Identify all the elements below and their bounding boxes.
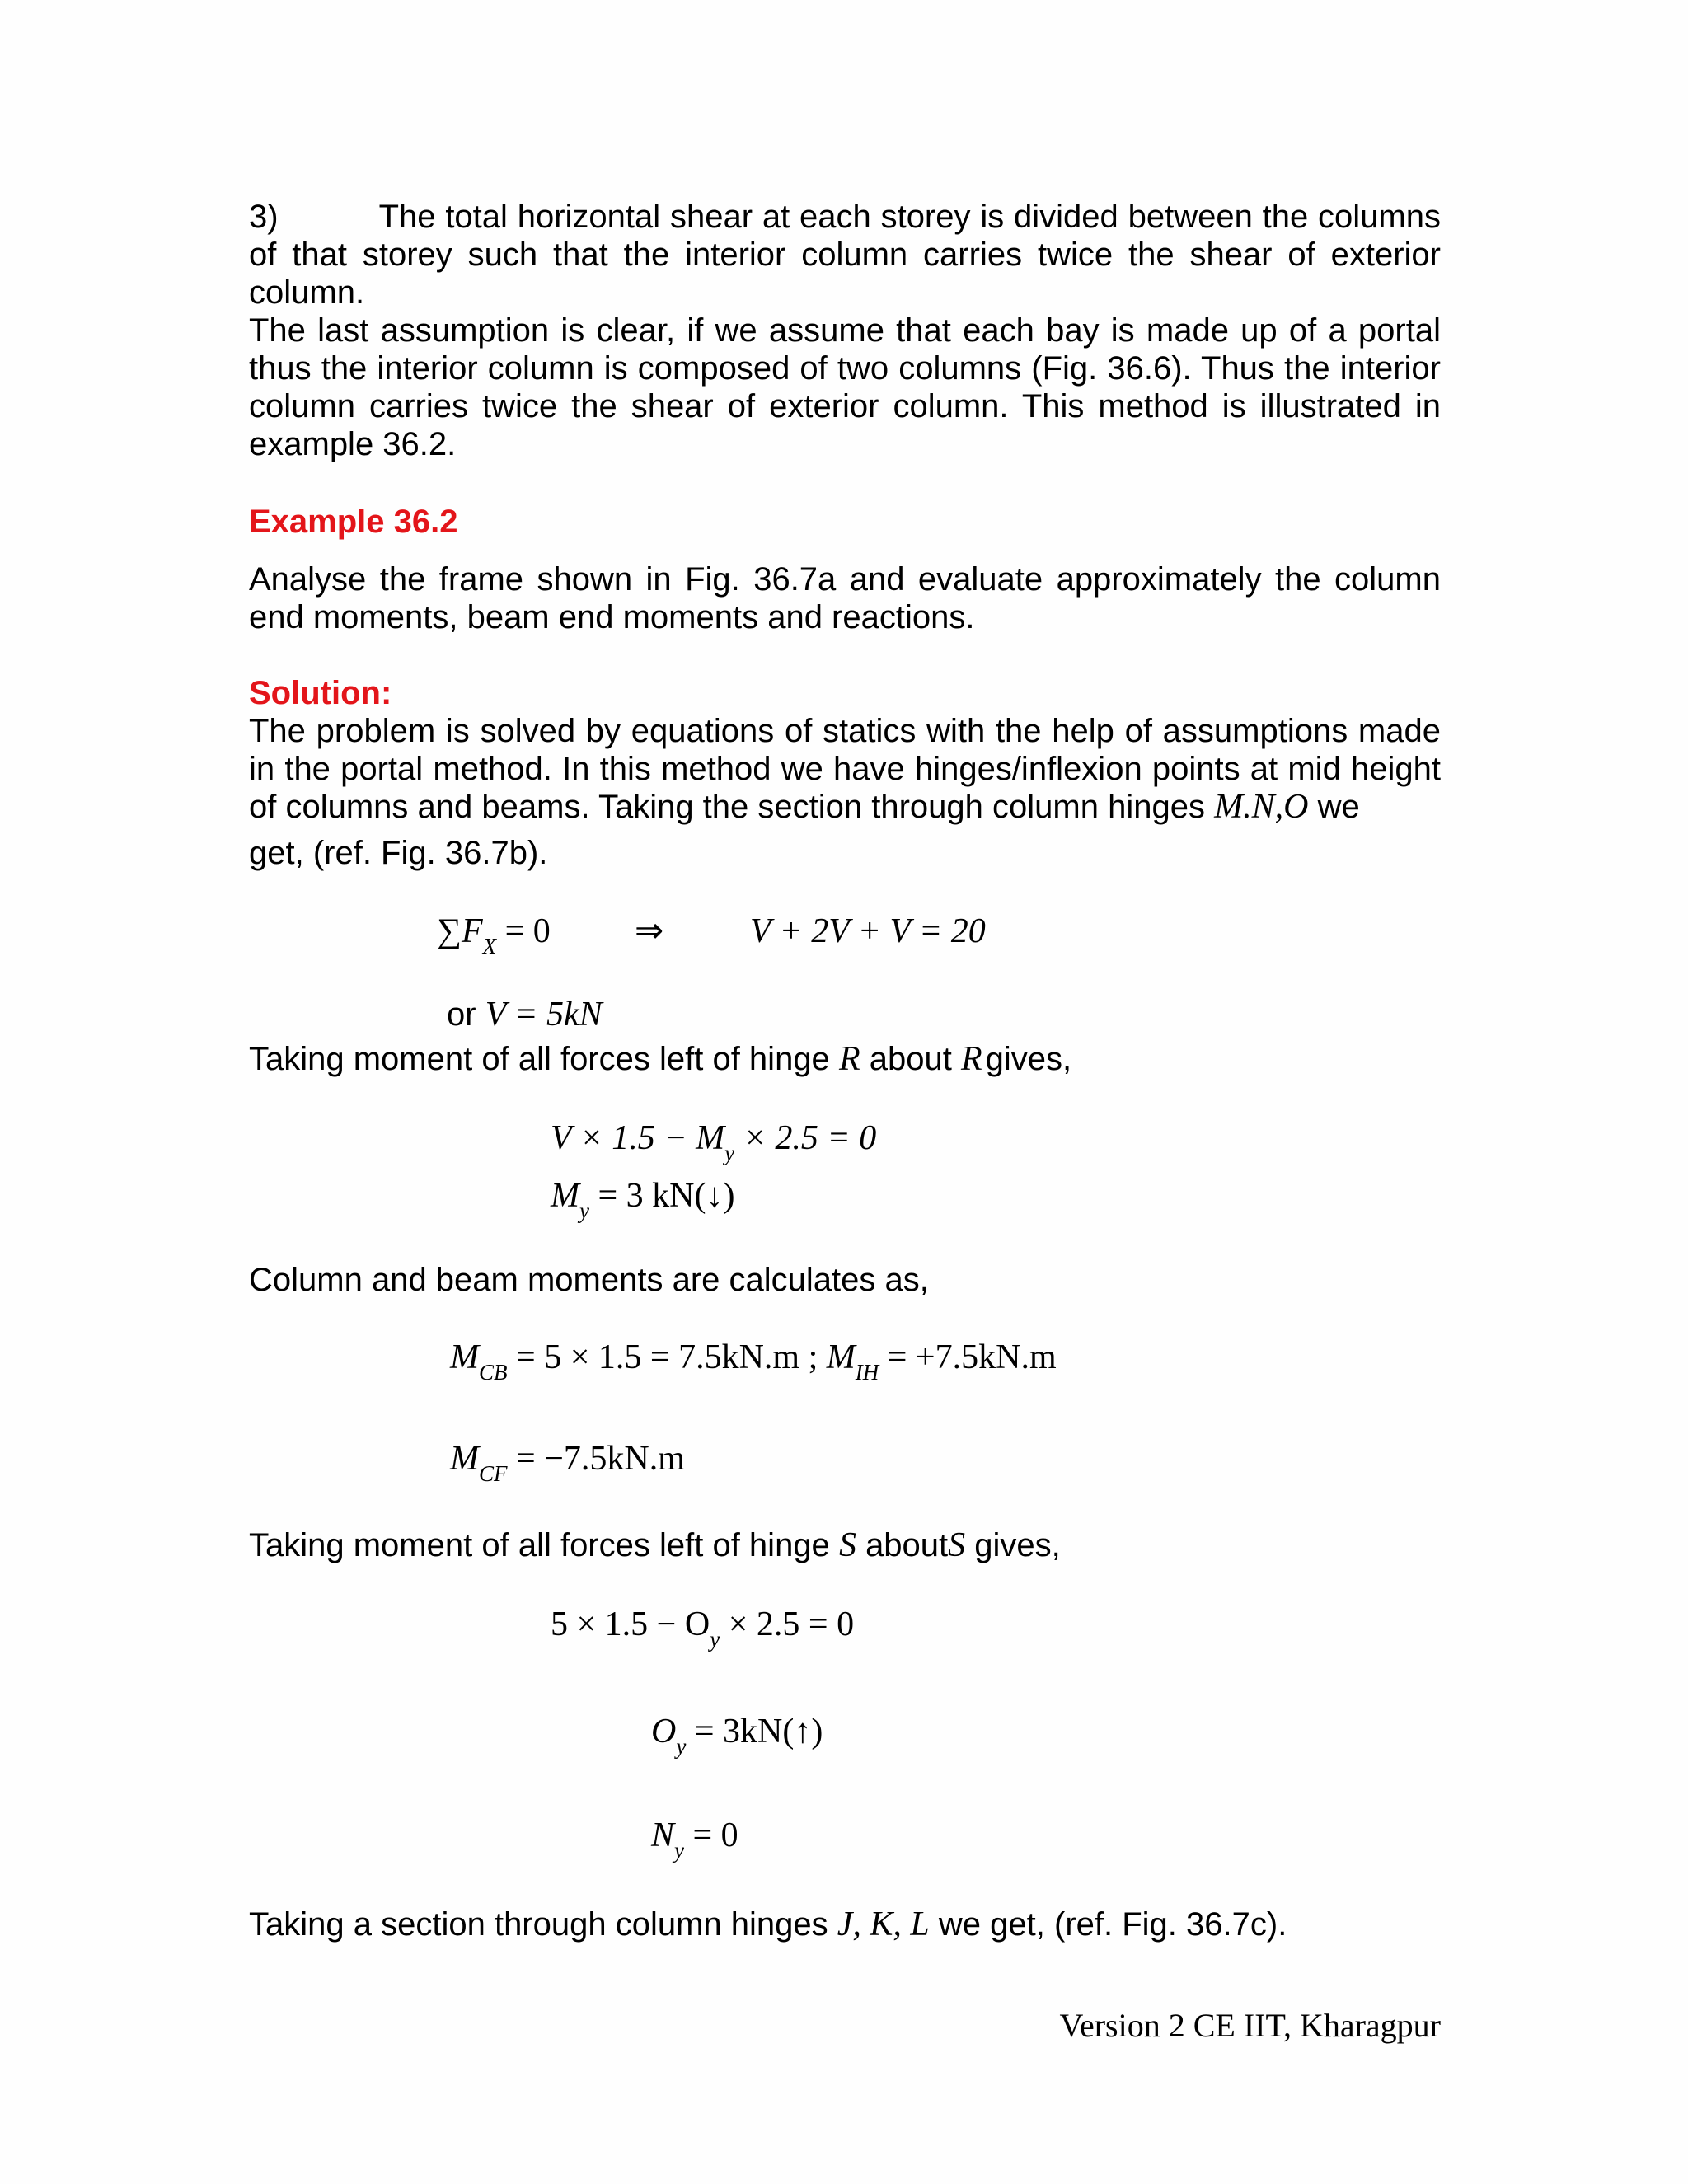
hinge-r-2: R xyxy=(960,1040,982,1078)
eq-mih-rest: = +7.5kN.m xyxy=(887,1338,1057,1376)
moment-s-text1: Taking moment of all forces left of hinge xyxy=(249,1527,830,1563)
hinge-vars-mno: M.N,O xyxy=(1214,788,1309,826)
eq-mcb-rest: = 5 × 1.5 = 7.5kN.m ; xyxy=(516,1338,818,1376)
eq-ny-symbol: N xyxy=(651,1816,675,1854)
example-text: Analyse the frame shown in Fig. 36.7a and evaluate approximately the column end moments, beam end moments and reactions. xyxy=(249,561,1441,635)
moment-r-text3: gives, xyxy=(985,1041,1072,1077)
hinge-r: R xyxy=(838,1040,860,1078)
column-beam-moments-line: Column and beam moments are calculates as, xyxy=(249,1262,929,1298)
solution-line-last: get, (ref. Fig. 36.7b). xyxy=(249,835,548,871)
equation-oy-1: $5 \times 1.5 - O_y \times 2.5 = 0$ xyxy=(551,1605,855,1652)
moment-s-text3: gives, xyxy=(974,1527,1061,1563)
example-heading: Example 36.2 xyxy=(249,504,458,540)
eq-v-expr: V = 5kN xyxy=(485,996,603,1033)
implies-arrow: ⇒ xyxy=(635,912,664,950)
eq-mcf-sub: CF xyxy=(479,1461,508,1486)
section-jkl-line xyxy=(249,1905,1287,1943)
eq-sum-fx-lhs: ∑F xyxy=(437,912,483,950)
assumption-number: 3) xyxy=(249,199,279,235)
moment-about-r-line xyxy=(249,1040,1071,1078)
eq-v-prefix: or xyxy=(447,996,476,1033)
eq-oy2-rest: = 3kN(↑) xyxy=(694,1713,823,1750)
moment-about-s-line xyxy=(249,1526,1061,1564)
equation-mcb-mih xyxy=(450,1337,1057,1385)
section-jkl-text2: we get, (ref. Fig. 36.7c). xyxy=(938,1906,1287,1943)
hinge-vars-jkl: J, K, L xyxy=(837,1905,930,1943)
eq-my1-lhs: V × 1.5 − M xyxy=(551,1119,725,1157)
page-footer: Version 2 CE IIT, Kharagpur xyxy=(1059,2007,1441,2044)
equation-sum-fx xyxy=(437,911,551,958)
solution-heading: Solution: xyxy=(249,675,392,711)
eq-mcb-sub: CB xyxy=(479,1360,508,1385)
explanation-paragraph: The last assumption is clear, if we assume that each bay is made up of a portal thus the interior column is composed of two columns (Fig. 36.6). Thus the interior column carries twice the shear of exterior column. This method is illustrated in example 36.2. xyxy=(249,312,1441,462)
eq-oy2-symbol: O xyxy=(651,1713,677,1750)
solution-text-part2: we xyxy=(1317,789,1360,825)
eq-my1-rest: × 2.5 = 0 xyxy=(743,1119,877,1157)
eq-oy1-lhs: 5 × 1.5 − O xyxy=(551,1605,710,1643)
equation-my-2: $M_y = 3$ kN(↓) xyxy=(551,1177,735,1223)
eq-mih-symbol: M xyxy=(826,1338,856,1376)
moment-s-text2: about xyxy=(865,1527,949,1563)
eq-oy1-rest: × 2.5 = 0 xyxy=(728,1605,855,1643)
section-jkl-text1: Taking a section through column hinges xyxy=(249,1906,828,1943)
assumption-3-paragraph xyxy=(249,198,1441,312)
moment-r-text1: Taking moment of all forces left of hinge xyxy=(249,1041,830,1077)
eq-mcf-symbol: M xyxy=(450,1440,479,1478)
eq-sum-fx-sub: X xyxy=(482,934,497,958)
equation-v-sum: V + 2V + V = 20 xyxy=(750,912,986,950)
eq-mcf-rest: = −7.5kN.m xyxy=(516,1440,685,1478)
equation-mcf xyxy=(450,1438,685,1486)
hinge-s-2: S xyxy=(948,1526,966,1564)
eq-mih-sub: IH xyxy=(855,1360,879,1385)
solution-text-part1: The problem is solved by equations of statics with the help of assumptions made in the portal method. In this method we have hinges/inflexion points at mid height of columns and beams. Taking the section through column hinges xyxy=(249,713,1441,825)
equation-oy-2: $O_y$ = 3kN(↑) xyxy=(651,1713,823,1759)
moment-r-text2: about xyxy=(869,1041,952,1077)
eq-ny-rest: = 0 xyxy=(692,1816,738,1854)
eq-mcb-symbol: M xyxy=(450,1338,479,1376)
equation-v-value xyxy=(447,996,603,1033)
hinge-s: S xyxy=(838,1526,856,1564)
eq-my2-rest: = 3 kN(↓) xyxy=(598,1177,735,1215)
equation-ny: $N_y = 0$ xyxy=(651,1816,738,1863)
equation-my-1: $V \times 1.5 - M_y \times 2.5 = 0$ xyxy=(551,1119,877,1165)
assumption-text: The total horizontal shear at each storey is divided between the columns of that storey such that the interior column carries twice the shear of exterior column. xyxy=(249,199,1441,311)
eq-sum-fx-rhs: = 0 xyxy=(504,912,551,950)
solution-paragraph xyxy=(249,712,1441,826)
